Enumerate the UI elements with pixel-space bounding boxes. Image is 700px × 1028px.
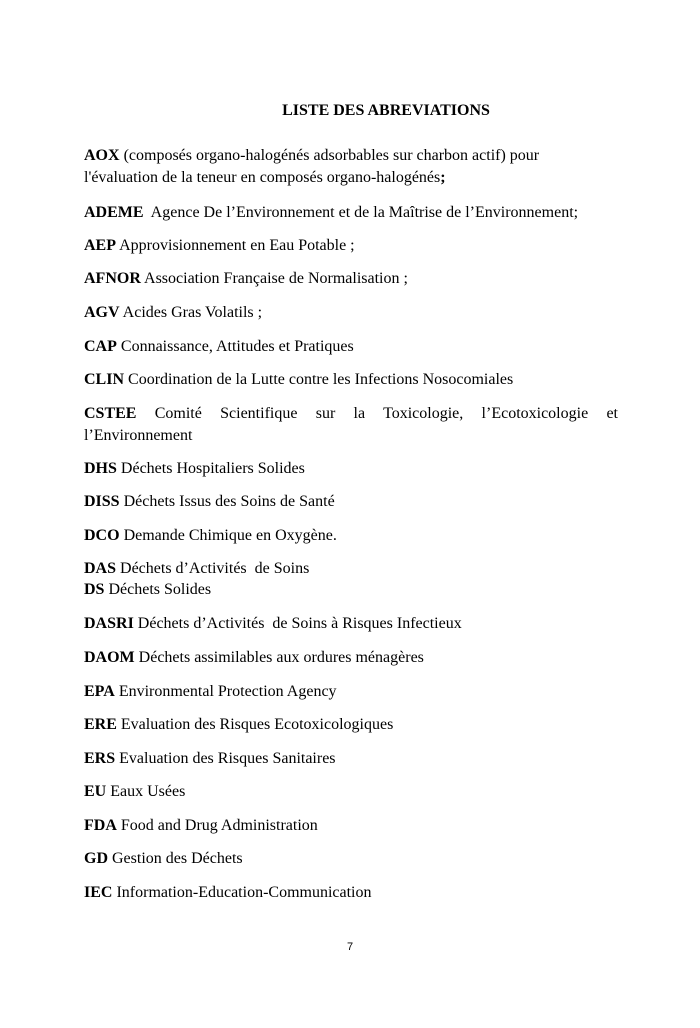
abbreviation-term: CLIN <box>84 371 125 388</box>
abbreviation-definition: Evaluation des Risques Ecotoxicologiques <box>116 716 394 733</box>
abbreviation-term: DS <box>84 581 105 598</box>
abbreviation-term: EPA <box>84 683 115 700</box>
abbreviation-term: DCO <box>84 527 120 544</box>
abbreviation-definition: Déchets Hospitaliers Solides <box>116 460 305 477</box>
list-item-cstee <box>84 403 618 447</box>
list-item-afnor <box>84 268 618 290</box>
abbreviation-definition: Coordination de la Lutte contre les Infections Nosocomiales <box>124 371 514 388</box>
abbreviation-definition: Déchets Issus des Soins de Santé <box>119 493 335 510</box>
abbreviation-definition: (composés organo-halogénés adsorbables sur charbon actif) pour <box>119 147 540 164</box>
abbreviation-definition: Evaluation des Risques Sanitaires <box>115 750 336 767</box>
abbreviation-definition: Déchets assimilables aux ordures ménagères <box>134 649 424 666</box>
list-item-aep <box>84 235 618 257</box>
abbreviation-definition: Association Française de Normalisation ; <box>140 270 408 287</box>
abbreviation-definition: Gestion des Déchets <box>108 850 243 867</box>
list-item-das <box>84 558 618 580</box>
abbreviation-definition: Environmental Protection Agency <box>114 683 337 700</box>
abbreviation-definition: Déchets d’Activités de Soins <box>116 560 310 577</box>
abbreviation-term: AGV <box>84 304 120 321</box>
abbreviation-definition: Déchets Solides <box>104 581 212 598</box>
abbreviation-term: AOX <box>84 147 120 164</box>
abbreviation-term: IEC <box>84 884 113 901</box>
abbreviation-term: CSTEE <box>84 405 137 422</box>
abbreviation-definition: Comité Scientifique sur la Toxicologie, l’Ecotoxicologie et <box>136 405 618 422</box>
abbreviation-definition: Information-Education-Communication <box>112 884 372 901</box>
abbreviation-term: DASRI <box>84 615 134 632</box>
list-item-ds <box>84 579 618 601</box>
abbreviation-term: ERE <box>84 716 117 733</box>
abbreviation-term: DHS <box>84 460 117 477</box>
abbreviation-definition-cont: l’Environnement <box>84 427 193 444</box>
abbreviation-term: DAS <box>84 560 117 577</box>
page-title: LISTE DES ABREVIATIONS <box>282 102 490 119</box>
list-item-aox <box>84 145 618 189</box>
abbreviation-definition: Demande Chimique en Oxygène. <box>119 527 337 544</box>
abbreviation-definition: Connaissance, Attitudes et Pratiques <box>116 338 354 355</box>
list-item-diss <box>84 491 618 513</box>
list-item-eu <box>84 781 618 803</box>
abbreviation-term: AFNOR <box>84 270 141 287</box>
abbreviation-term: DISS <box>84 493 120 510</box>
list-item-cap <box>84 336 618 358</box>
abbreviation-term: FDA <box>84 817 117 834</box>
list-item-epa <box>84 681 618 703</box>
abbreviation-term: CAP <box>84 338 117 355</box>
abbreviation-definition: Eaux Usées <box>106 783 186 800</box>
list-item-clin <box>84 369 618 391</box>
abbreviation-definition: Food and Drug Administration <box>116 817 318 834</box>
list-item-ere <box>84 714 618 736</box>
list-item-gd <box>84 848 618 870</box>
list-item-dasri <box>84 613 618 635</box>
abbreviation-definition: Approvisionnement en Eau Potable ; <box>116 237 355 254</box>
list-item-dhs <box>84 458 618 480</box>
abbreviation-term: ERS <box>84 750 116 767</box>
abbreviation-term: EU <box>84 783 107 800</box>
abbreviation-term: ADEME <box>84 204 144 221</box>
abbreviation-definition-cont: l'évaluation de la teneur en composés organo-halogénés <box>84 169 441 186</box>
list-item-dco <box>84 525 618 547</box>
abbreviation-term: DAOM <box>84 649 135 666</box>
list-item-ers <box>84 748 618 770</box>
abbreviation-definition: Acides Gras Volatils ; <box>119 304 263 321</box>
abbreviation-tail: ; <box>440 169 446 186</box>
list-item-ademe <box>84 202 618 224</box>
list-item-iec <box>84 882 618 904</box>
abbreviation-definition: Déchets d’Activités de Soins à Risques Infectieux <box>133 615 462 632</box>
list-item-daom <box>84 647 618 669</box>
page-number: 7 <box>346 941 354 953</box>
abbreviation-definition: Agence De l’Environnement et de la Maîtrise de l’Environnement; <box>143 204 579 221</box>
list-item-fda <box>84 815 618 837</box>
abbreviation-term: GD <box>84 850 108 867</box>
abbreviation-term: AEP <box>84 237 116 254</box>
list-item-agv <box>84 302 618 324</box>
